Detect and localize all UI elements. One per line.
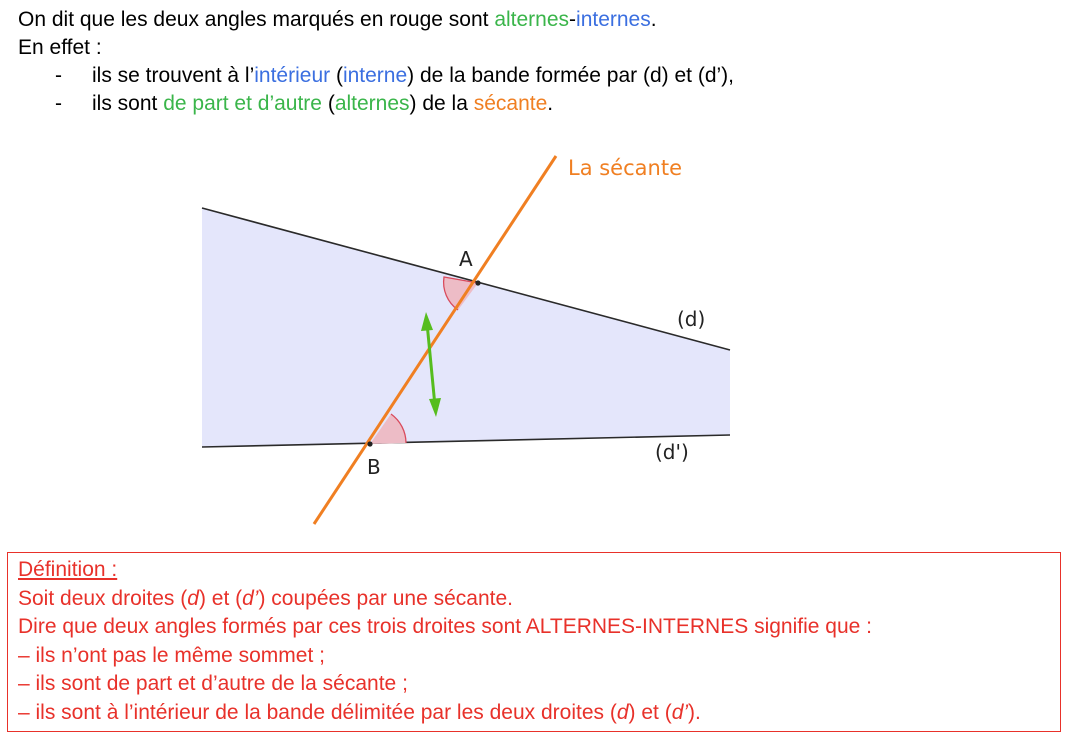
def-text: ) et ( (628, 700, 672, 724)
bullet-interieur (18, 62, 734, 90)
definition-line-4: – ils sont de part et d’autre de la sécante ; (18, 672, 408, 696)
word-interieur: intérieur (254, 64, 331, 87)
intro-line-1-text: On dit que les deux angles marqués en rouge sont (18, 8, 495, 31)
label-secant: La sécante (568, 156, 682, 180)
bullet-text: ) de la bande formée par (d) et (d’), (407, 64, 734, 87)
band-region (202, 208, 730, 447)
bullet-de-part-et-autre (18, 90, 734, 118)
hyphen: - (569, 8, 577, 31)
definition-box (7, 552, 1061, 732)
def-text: ) et ( (198, 586, 243, 610)
word-alternes: alternes (494, 8, 570, 31)
def-text: – ils sont à l’intérieur de la bande délimitée par les deux droites ( (18, 700, 617, 724)
word-interne: interne (342, 64, 408, 87)
word-internes: internes (576, 8, 651, 31)
def-text: Soit deux droites ( (18, 586, 188, 610)
bullet-text: ( (330, 64, 343, 87)
label-point-b: B (367, 455, 381, 479)
label-line-d-prime: (d') (655, 440, 689, 464)
intro-text (18, 6, 734, 118)
point-b (367, 441, 372, 446)
period: . (650, 8, 657, 31)
bullet-text: ( (321, 92, 335, 115)
var-d: d (616, 700, 629, 724)
definition-line-1 (18, 585, 1060, 614)
bullet-text: ils se trouvent à l’ (92, 64, 255, 87)
label-point-a: A (459, 247, 473, 271)
intro-line-1 (18, 6, 734, 34)
word-secante: sécante (473, 92, 548, 115)
var-d-prime: d’ (671, 700, 689, 724)
var-d: d (187, 586, 199, 610)
bullet-text: ) de la (409, 92, 474, 115)
bullet-text: ils sont (92, 92, 164, 115)
period: . (547, 92, 554, 115)
definition-line-2: Dire que deux angles formés par ces trois droites sont ALTERNES-INTERNES signifie que : (18, 615, 872, 639)
definition-line-3: – ils n’ont pas le même sommet ; (18, 643, 325, 667)
bullet-dash: - (55, 92, 62, 115)
label-line-d: (d) (677, 307, 706, 331)
geometry-figure (190, 140, 750, 530)
def-text: ). (688, 700, 701, 724)
bullet-dash: - (55, 64, 62, 87)
point-a (475, 280, 480, 285)
definition-line-5 (18, 699, 1060, 728)
definition-title: Définition : (18, 558, 118, 581)
figure-svg (190, 140, 750, 530)
var-d-prime: d’ (242, 586, 259, 610)
intro-line-2: En effet : (18, 36, 102, 59)
word-alternes: alternes (334, 92, 410, 115)
def-text: ) coupées par une sécante. (258, 586, 513, 610)
phrase-de-part-et-autre: de part et d’autre (163, 92, 322, 115)
